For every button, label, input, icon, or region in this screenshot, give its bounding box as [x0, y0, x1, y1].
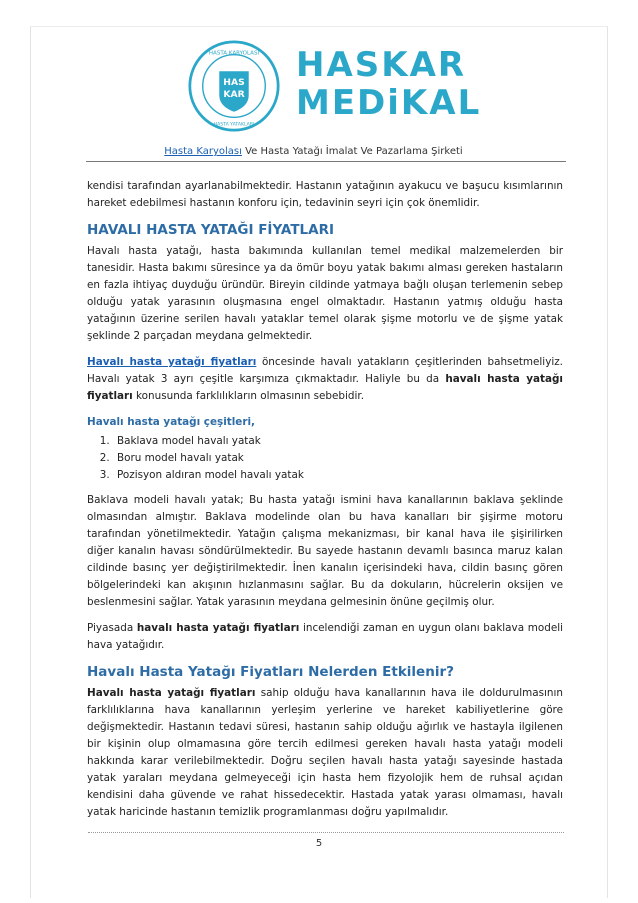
text-span: sahip olduğu hava kanallarının hava ile doldurulmasının farklılıklarına hava kanallarının yerleşim yerlerine ve hareket kabiliyetlerine göre değişmektedir. Hastanın tedavi süresi, hastanın sahip olduğu ağırlık ve hastayla ilgilenen bir kişinin olup olmamasına göre tercih edilmesi gereken havalı hasta yatağı modeli hakkında karar verilebilmektedir. Doğru seçilen havalı hasta yatağı sayesinde hastada yatak yaraları meydana gelmeyeceği için hasta hem fizyolojik hem de ruhsal açıdan kendisini daha güvende ve rahat hissedecektir. Hastada yatak yarası olmaması, havalı yatak haricinde hastanın temizlik programlanması doğru yapılmalıdır.	[87, 687, 563, 818]
svg-text:HAS: HAS	[223, 77, 245, 89]
bold-text: havalı hasta yatağı fiyatları	[136, 622, 300, 634]
prices-link[interactable]: Havalı hasta yatağı fiyatları	[87, 356, 257, 368]
paragraph-definition: Havalı hasta yatağı, hasta bakımında kullanılan temel medikal malzemelerden bir tanesidir. Hasta bakımı süresince ya da ömür boyu yatak bakımı alması gereken hastaların en fazla ihtiyaç duyduğu üründür. Bireyin cildinde yatmaya bağlı oluşan terlemenin sebep olduğu yatak yarasının oluşmasına engel olmaktadır. Hastanın yatmış olduğu hasta yatağının üzerine serilen havalı yataklar temel olarak şişme motorlu ve de şişme yatak şeklinde 2 parçadan meydana gelmektedir.	[87, 245, 563, 342]
footer-divider	[88, 832, 564, 833]
seal-icon	[188, 40, 280, 132]
page-header	[60, 146, 567, 157]
header-text: Ve Hasta Yatağı İmalat Ve Pazarlama Şirketi	[241, 146, 463, 157]
section-heading-prices: HAVALI HASTA YATAĞI FİYATLARI	[87, 222, 335, 238]
document-body	[87, 178, 563, 830]
company-logo	[188, 38, 482, 138]
text-span: öncesinde havalı yatakların çeşitlerinden bahsetmeliyiz. Havalı yatak 3 ayrı çeşitle karşımıza çıkmaktadır. Haliyle bu da	[87, 356, 563, 385]
list-title: Havalı hasta yatağı çeşitleri,	[87, 416, 255, 428]
brand-line-2: MEDiKAL	[296, 83, 482, 123]
list-item: 3. Pozisyon aldıran model havalı yatak	[113, 467, 563, 484]
svg-text:HASTA KARYOLASI: HASTA KARYOLASI	[208, 50, 260, 57]
bold-text: havalı hasta yatağı fiyatları	[87, 373, 563, 402]
list-item: 2. Boru model havalı yatak	[113, 450, 563, 467]
types-list	[87, 433, 563, 484]
paragraph-intro: kendisi tarafından ayarlanabilmektedir. Hastanın yatağının ayakucu ve başucu kısımlarının hareket edebilmesi hastanın konforu için, tedavinin seyri için çok önemlidir.	[87, 180, 563, 209]
svg-text:KAR: KAR	[223, 89, 245, 101]
svg-text:HASTA YATAKLARI: HASTA YATAKLARI	[213, 122, 255, 128]
text-span: konusunda farklılıkların olmasının sebebidir.	[132, 390, 365, 402]
header-link[interactable]: Hasta Karyolası	[164, 146, 242, 157]
paragraph-market	[87, 620, 563, 654]
text-span: Piyasada	[87, 622, 137, 634]
paragraph-factors	[87, 685, 563, 821]
list-item: 1. Baklava model havalı yatak	[113, 433, 563, 450]
section-heading-factors: Havalı Hasta Yatağı Fiyatları Nelerden Etkilenir?	[87, 664, 454, 680]
page-number: 5	[315, 838, 323, 849]
header-divider	[86, 161, 566, 162]
brand-line-1: HASKAR	[296, 45, 467, 85]
brand-wordmark	[296, 46, 481, 122]
paragraph-baklava: Baklava modeli havalı yatak; Bu hasta yatağı ismini hava kanallarının baklava şeklinde olmasından almıştır. Baklava modelinde olan bu hava kanalları bir şişirme motoru tarafından yönetilmektedir. Yatağın çalışma mekanizması, bir kanal hava ile şişirilirken diğer kanalın havası söndürülmektedir. Bu sayede hastanın devamlı basınca maruz kalan cildinde basınç yer değiştirilmektedir. İnen kanalın içerisindeki hava, cildin basınç gören bölgelerindeki kan akışının hızlanmasını sağlar. Bu da dokuların, hücrelerin oksijen ve beslenmesini sağlar. Yatak yarasının meydana gelmesinin önüne geçilmiş olur.	[87, 494, 563, 608]
paragraph-types-intro	[87, 354, 563, 405]
bold-text: Havalı hasta yatağı fiyatları	[87, 687, 256, 699]
text-span: incelendiği zaman en uygun olanı baklava modeli hava yatağıdır.	[87, 622, 563, 651]
